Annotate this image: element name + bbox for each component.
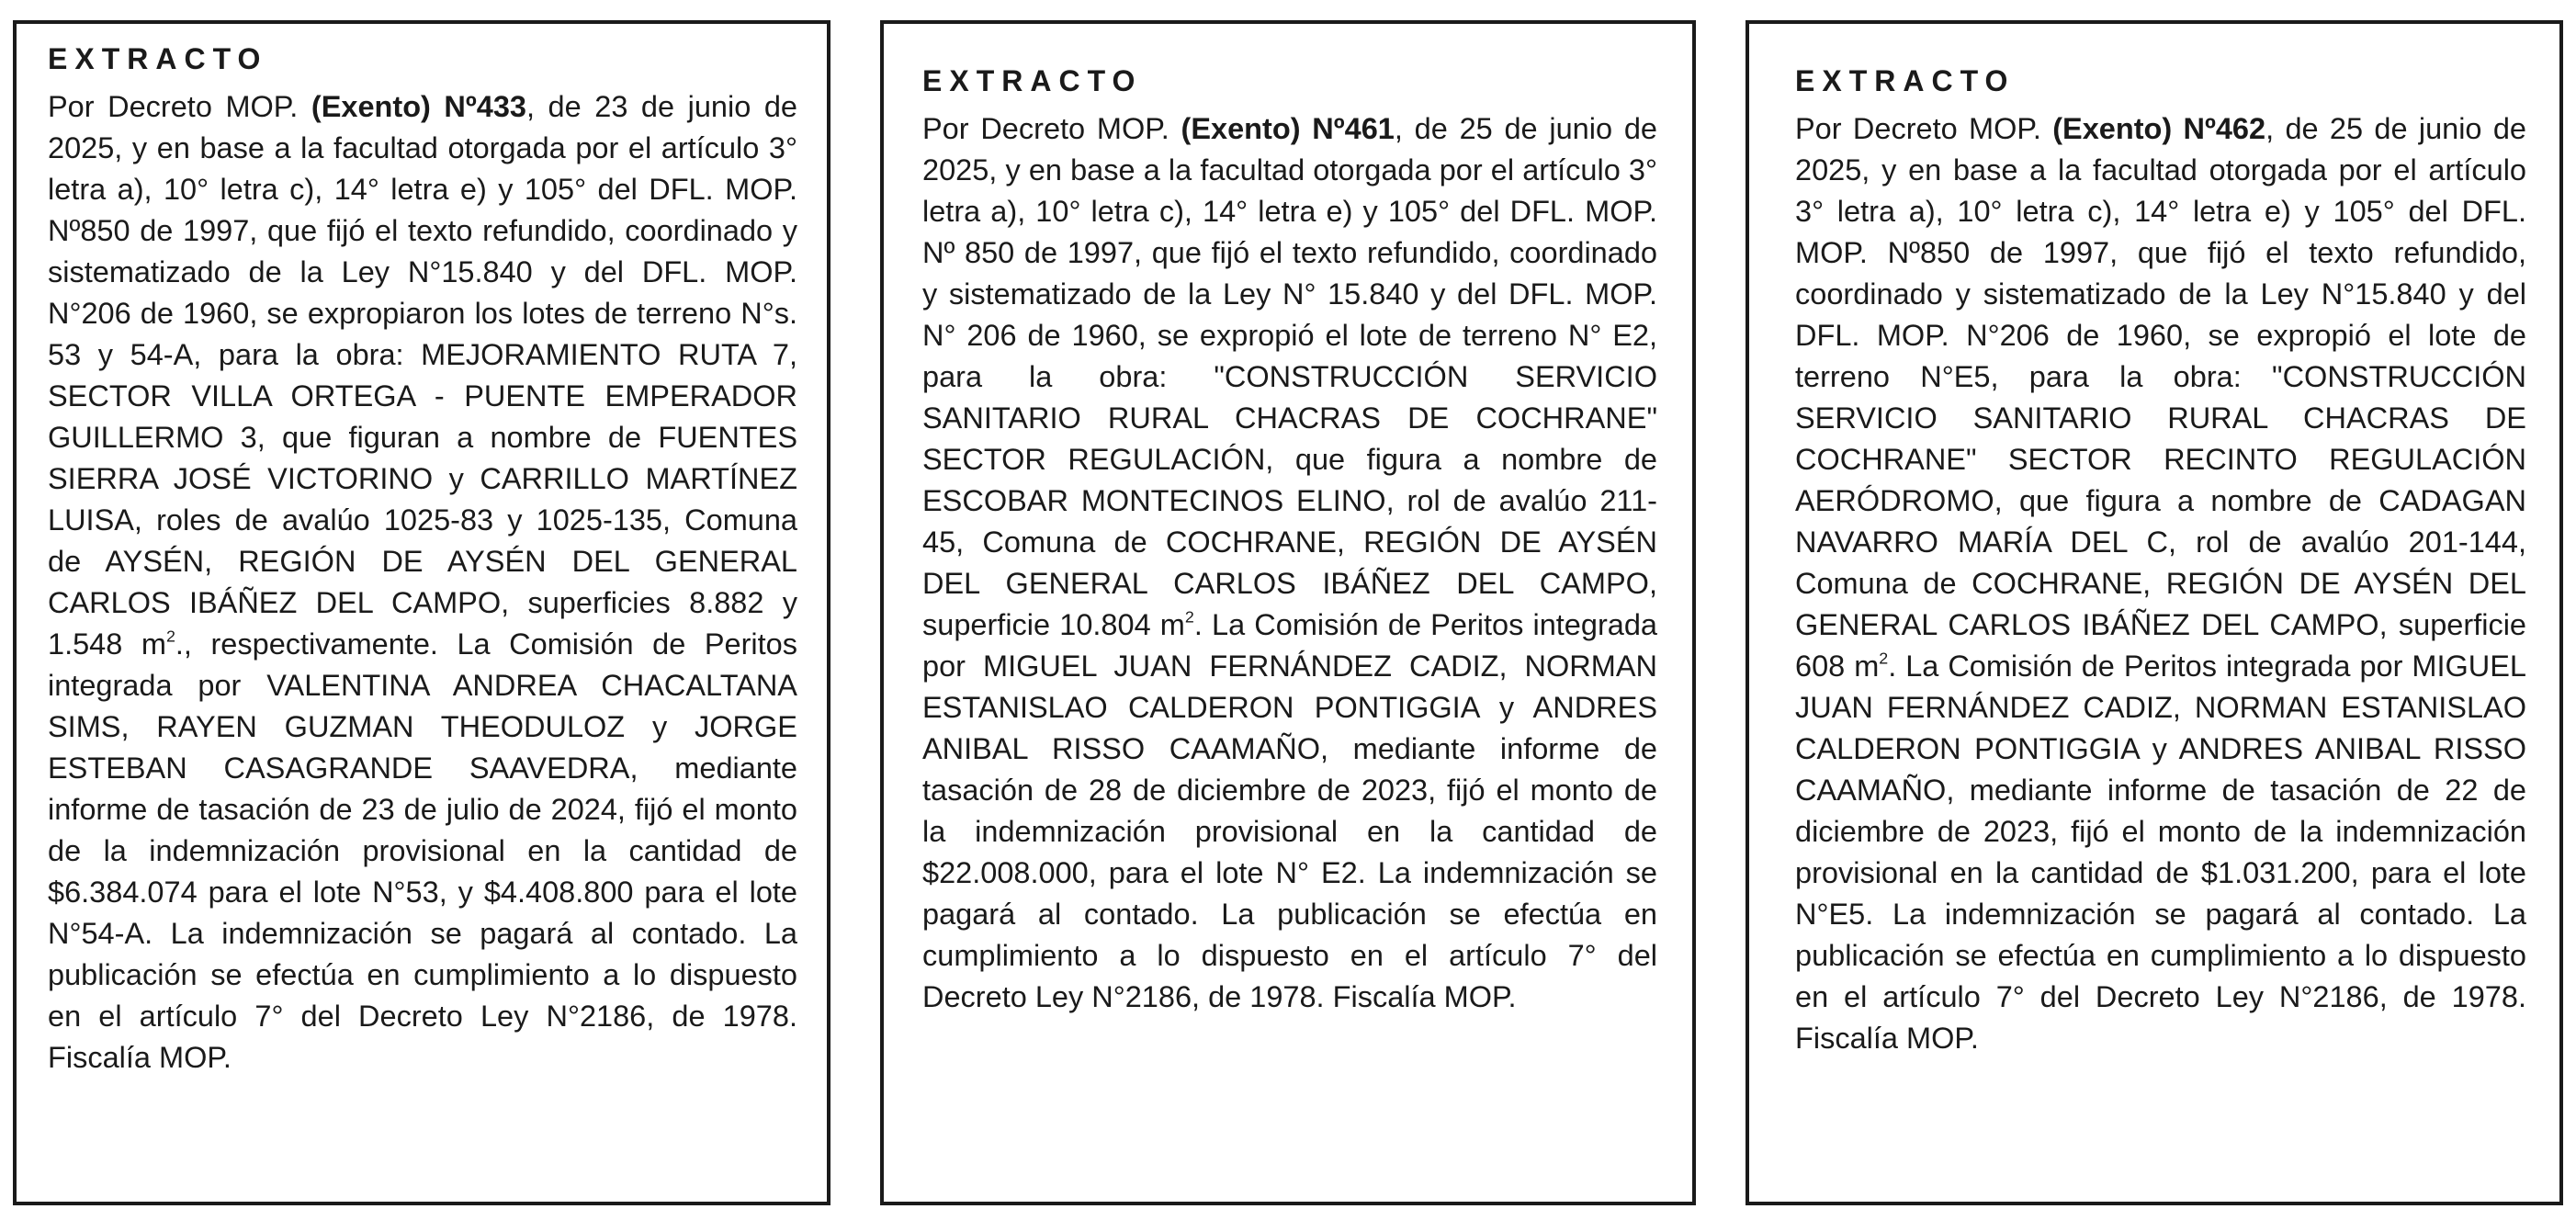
decree-number: (Exento) Nº462 bbox=[2052, 112, 2266, 145]
notice-body bbox=[1795, 108, 2526, 1059]
notice-intro: Por Decreto MOP. bbox=[48, 90, 311, 123]
notice-text-part1: , de 25 de junio de 2025, y en base a la facultad otorgada por el artículo 3° letra a), 10° letra c), 14° letra e) y 105° del DFL. MOP. Nº 850 de 1997, que fijó el texto refundido, coordinado y sistematizado de la Ley N° 15.840 y del DFL. MOP. N° 206 de 1960, se expropió el lote de terreno N° E2, para la obra: "CONSTRUCCIÓN SERVICIO SANITARIO RURAL CHACRAS DE COCHRANE" SECTOR REGULACIÓN, que figura a nombre de ESCOBAR MONTECINOS ELINO, rol de avalúo 211-45, Comuna de COCHRANE, REGIÓN DE AYSÉN DEL GENERAL CARLOS IBÁÑEZ DEL CAMPO, superficie 10.804 m bbox=[922, 112, 1657, 641]
notice-text-part1: , de 23 de junio de 2025, y en base a la facultad otorgada por el artículo 3° letra a), 10° letra c), 14° letra e) y 105° del DFL. MOP. Nº850 de 1997, que fijó el texto refundido, coordinado y sistematizado de la Ley N°15.840 y del DFL. MOP. N°206 de 1960, se expropiaron los lotes de terreno N°s. 53 y 54-A, para la obra: MEJORAMIENTO RUTA 7, SECTOR VILLA ORTEGA - PUENTE EMPERADOR GUILLERMO 3, que figuran a nombre de FUENTES SIERRA JOSÉ VICTORINO y CARRILLO MARTÍNEZ LUISA, roles de avalúo 1025-83 y 1025-135, Comuna de AYSÉN, REGIÓN DE AYSÉN DEL GENERAL CARLOS IBÁÑEZ DEL CAMPO, superficies 8.882 y 1.548 m bbox=[48, 90, 797, 661]
notice-title: EXTRACTO bbox=[48, 42, 268, 75]
notice-text-part2: . La Comisión de Peritos integrada por MIGUEL JUAN FERNÁNDEZ CADIZ, NORMAN ESTANISLAO CALDERON PONTIGGIA y ANDRES ANIBAL RISSO CAAMAÑO, mediante informe de tasación de 28 de diciembre de 2023, fijó el monto de la indemnización provisional en la cantidad de $22.008.000, para el lote N° E2. La indemnización se pagará al contado. La publicación se efectúa en cumplimiento a lo dispuesto en el artículo 7° del Decreto Ley N°2186, de 1978. Fiscalía MOP. bbox=[922, 608, 1658, 1013]
notice-body bbox=[922, 108, 1657, 1018]
notice-intro: Por Decreto MOP. bbox=[922, 112, 1181, 145]
decree-number: (Exento) Nº461 bbox=[1181, 112, 1395, 145]
extracto-notice-461 bbox=[880, 20, 1696, 1205]
notice-text-part1: , de 25 de junio de 2025, y en base a la facultad otorgada por el artículo 3° letra a), 10° letra c), 14° letra e) y 105° del DFL. MOP. Nº850 de 1997, que fijó el texto refundido, coordinado y sistematizado de la Ley N°15.840 y del DFL. MOP. N°206 de 1960, se expropió el lote de terreno N°E5, para la obra: "CONSTRUCCIÓN SERVICIO SANITARIO RURAL CHACRAS DE COCHRANE" SECTOR RECINTO REGULACIÓN AERÓDROMO, que figura a nombre de CADAGAN NAVARRO MARÍA DEL C, rol de avalúo 201-144, Comuna de COCHRANE, REGIÓN DE AYSÉN DEL GENERAL CARLOS IBÁÑEZ DEL CAMPO, superficie 608 m bbox=[1795, 112, 2526, 683]
superscript-2: 2 bbox=[165, 627, 175, 646]
notice-title: EXTRACTO bbox=[1795, 64, 2016, 97]
superscript-2: 2 bbox=[1184, 607, 1194, 627]
notice-text-part2: . La Comisión de Peritos integrada por MIGUEL JUAN FERNÁNDEZ CADIZ, NORMAN ESTANISLAO CALDERON PONTIGGIA y ANDRES ANIBAL RISSO CAAMAÑO, mediante informe de tasación de 22 de diciembre de 2023, fijó el monto de la indemnización provisional en la cantidad de $1.031.200, para el lote N°E5. La indemnización se pagará al contado. La publicación se efectúa en cumplimiento a lo dispuesto en el artículo 7° del Decreto Ley N°2186, de 1978. Fiscalía MOP. bbox=[1795, 650, 2526, 1055]
notice-title: EXTRACTO bbox=[922, 64, 1143, 97]
notice-intro: Por Decreto MOP. bbox=[1795, 112, 2053, 145]
notice-body bbox=[48, 86, 797, 1079]
extracto-notice-462 bbox=[1746, 20, 2563, 1205]
extracto-notice-433 bbox=[13, 20, 830, 1205]
notice-text-part2: ., respectivamente. La Comisión de Peritos integrada por VALENTINA ANDREA CHACALTANA SIMS, RAYEN GUZMAN THEODULOZ y JORGE ESTEBAN CASAGRANDE SAAVEDRA, mediante informe de tasación de 23 de julio de 2024, fijó el monto de la indemnización provisional en la cantidad de $6.384.074 para el lote N°53, y $4.408.800 para el lote N°54-A. La indemnización se pagará al contado. La publicación se efectúa en cumplimiento a lo dispuesto en el artículo 7° del Decreto Ley N°2186, de 1978. Fiscalía MOP. bbox=[48, 627, 797, 1074]
decree-number: (Exento) Nº433 bbox=[311, 90, 526, 123]
superscript-2: 2 bbox=[1879, 649, 1889, 668]
